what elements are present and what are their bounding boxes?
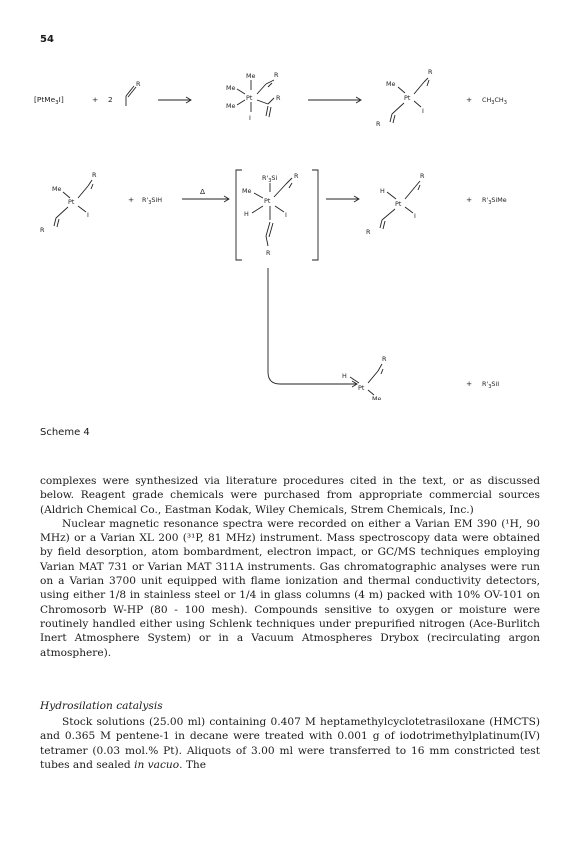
svg-text:+: + <box>466 379 473 388</box>
page-number: 54 <box>40 34 54 45</box>
svg-text:R: R <box>266 249 271 257</box>
svg-text:H: H <box>244 210 249 218</box>
svg-text:I: I <box>414 212 416 220</box>
svg-text:H: H <box>380 187 385 195</box>
svg-text:+: + <box>466 195 473 204</box>
paragraph-2: Nuclear magnetic resonance spectra were recorded on either a Varian EM 390 (¹H, 90 MHz) or a Varian XL 200 (³¹P, 81 MHz) instrument. Mass spectroscopy data were obtained by field desorption, atom bombardment, electron impact, or GC/MS techniques employing Varian MAT 731 or Varian MAT 311A instruments. Gas chromatographic analyses were run on a Varian 3700 unit equipped with flame ionization and thermal conductivity detectors, using either 1/8 in stainless steel or 1/4 in glass columns (4 m) packed with 10% OV-101 on Chromosorb W-HP (80 - 100 mesh). Compounds sensitive to oxygen or moisture were routinely handled either using Schlenk techniques under prepurified nitrogen (Ace-Burlitch Inert Atmosphere System) or in a Vacuum Atmospheres Drybox (recirculating argon atmosphere). <box>40 517 540 659</box>
svg-text:+: + <box>92 95 99 104</box>
pt-complex-1 <box>226 71 281 122</box>
paragraph-3: Stock solutions (25.00 ml) containing 0.407 M heptamethylcyclotetrasiloxane (HMCTS) and 0.365 M pentene-1 in decane were treated with 0.001 g of iodotrimethylplatinum(IV) tetramer (0.03 mol.% Pt). Aliquots of 3.00 ml were transferred to 16 mm constricted test tubes and sealed in vacuo. The <box>40 716 540 771</box>
pt-complex-3 <box>40 171 97 234</box>
svg-text:H: H <box>342 372 347 380</box>
svg-text:Pt: Pt <box>404 94 411 102</box>
pt-complex-4 <box>366 172 425 236</box>
svg-text:I: I <box>249 114 251 122</box>
body-text <box>40 474 540 660</box>
svg-text:Pt: Pt <box>68 198 75 206</box>
svg-text:[PtMe3I]: [PtMe$_3$I] <box>34 95 64 106</box>
svg-text:Me: Me <box>226 84 236 92</box>
svg-text:R: R <box>428 68 433 76</box>
svg-text:Me: Me <box>226 102 236 110</box>
row1-reactants <box>34 80 141 106</box>
svg-text:R'3Si: $R'_3Si$ <box>262 174 278 184</box>
svg-text:R'3SiH: $R'_3SiH$ <box>142 196 163 206</box>
svg-text:R: R <box>294 172 299 180</box>
section-heading: Hydrosilation catalysis <box>40 700 163 712</box>
svg-text:2: 2 <box>108 95 113 104</box>
paragraph-1: complexes were synthesized via literature procedures cited in the text, or as discussed below. Reagent grade chemicals were purchased from appropriate commercial sources (Aldrich Chemical Co., Eastman Kodak, Wiley Chemicals, Strem Chemicals, Inc.) <box>40 475 540 516</box>
svg-text:R: R <box>92 171 97 179</box>
svg-text:R: R <box>274 71 279 79</box>
svg-text:R: R <box>136 80 141 88</box>
svg-text:R: R <box>366 228 371 236</box>
svg-text:Me: Me <box>242 187 252 195</box>
svg-text:R: R <box>40 226 45 234</box>
svg-text:R'3SiI: $R'_3SiI$ <box>482 380 500 390</box>
svg-text:R'3SiMe: $R'_3SiMe$ <box>482 196 507 206</box>
svg-text:I: I <box>87 211 89 219</box>
svg-text:Me: Me <box>246 72 256 80</box>
svg-text:I: I <box>285 211 287 219</box>
svg-text:Me: Me <box>386 80 396 88</box>
svg-text:+: + <box>128 195 135 204</box>
scheme-caption: Scheme 4 <box>40 427 90 438</box>
svg-text:Me: Me <box>372 395 382 400</box>
svg-text:R: R <box>276 94 281 102</box>
pt-complex-2 <box>376 68 433 128</box>
body-text-2 <box>40 715 540 772</box>
svg-text:Pt: Pt <box>358 384 365 392</box>
svg-text:+: + <box>466 95 473 104</box>
intermediate-complex <box>236 170 318 260</box>
svg-text:CH3CH3: $CH_3CH_3$ <box>482 96 507 106</box>
svg-text:R: R <box>420 172 425 180</box>
svg-text:Me: Me <box>52 185 62 193</box>
pt-complex-5 <box>342 355 387 400</box>
svg-text:Pt: Pt <box>395 200 402 208</box>
svg-text:Δ: Δ <box>200 187 206 196</box>
svg-text:R: R <box>376 120 381 128</box>
reaction-scheme <box>30 60 550 400</box>
svg-text:Pt: Pt <box>264 197 271 205</box>
svg-text:I: I <box>422 107 424 115</box>
svg-text:R: R <box>382 355 387 363</box>
svg-text:Pt: Pt <box>246 94 253 102</box>
